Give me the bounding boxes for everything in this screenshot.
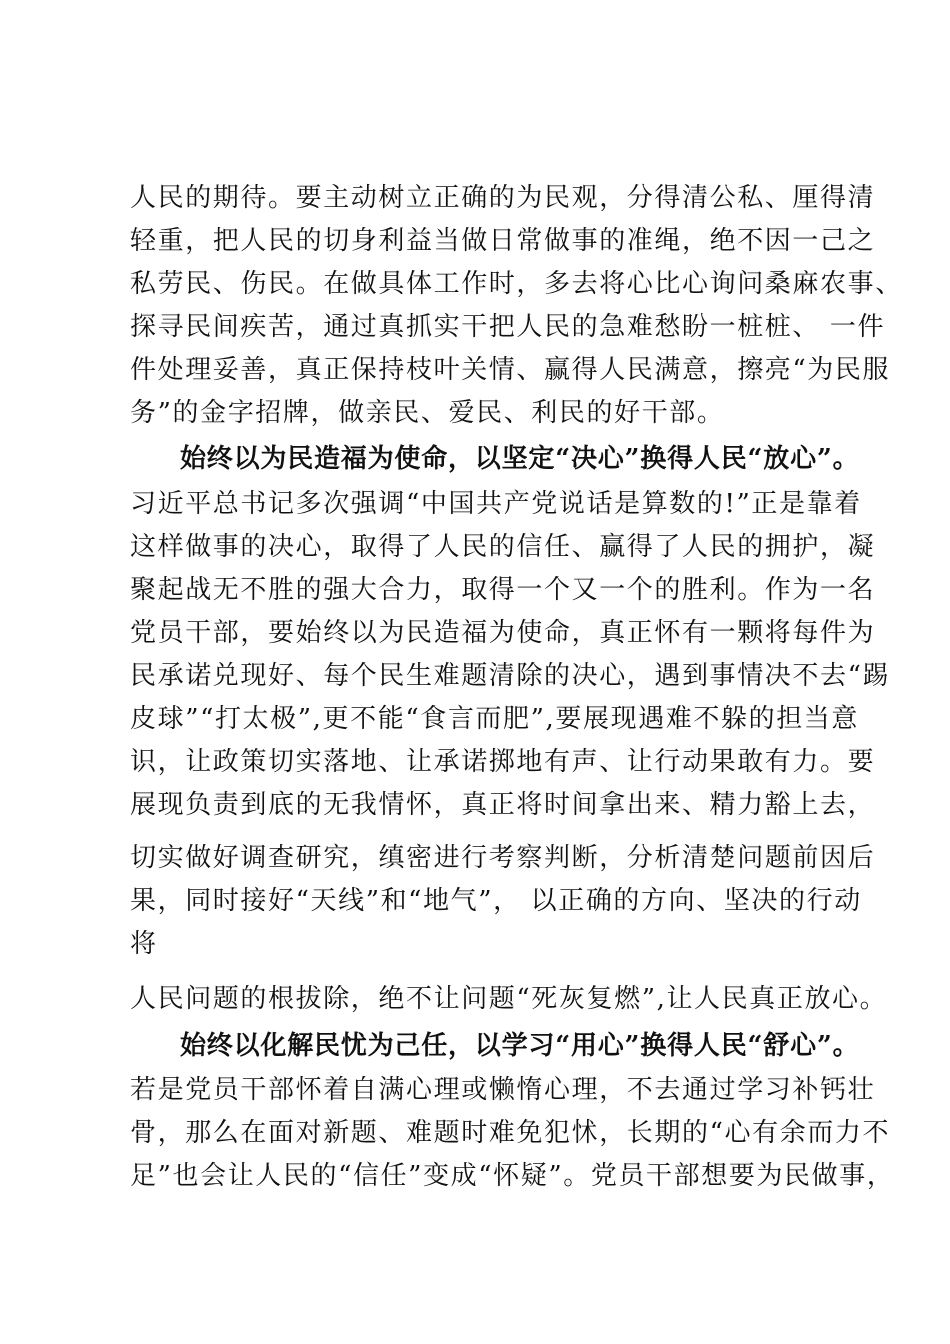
body-line: 足”也会让人民的“信任”变成“怀疑”。党员干部想要为民做事， [130,1161,895,1191]
body-line: 习近平总书记多次强调“中国共产党说话是算数的!”正是靠着 [130,489,862,519]
body-line: 聚起战无不胜的强大合力，取得一个又一个的胜利。作为一名 [130,575,876,605]
body-line: 皮球”“打太极”,更不能“食言而肥”,要展现遇难不躲的担当意 [130,704,859,734]
body-line: 果，同时接好“天线”和“地气”， 以正确的方向、坚决的行动 [130,886,862,916]
body-line: 探寻民间疾苦，通过真抓实干把人民的急难愁盼一桩桩、 一件 [130,312,886,342]
body-line: 人民的期待。要主动树立正确的为民观，分得清公私、厘得清 [130,183,876,213]
section-heading: 始终以为民造福为使命，以坚定“决心”换得人民“放心”。 [180,444,860,474]
body-line: 件处理妥善，真正保持枝叶关情、赢得人民满意，擦亮“为民服 [130,355,891,385]
body-line: 若是党员干部怀着自满心理或懒惰心理，不去通过学习补钙壮 [130,1075,876,1105]
body-line: 展现负责到底的无我情怀，真正将时间拿出来、精力豁上去， [130,790,876,820]
body-line: 党员干部，要始终以为民造福为使命，真正怀有一颗将每件为 [130,618,876,648]
body-line: 骨，那么在面对新题、难题时难免犯怵，长期的“心有余而力不 [130,1118,891,1148]
body-line: 私劳民、伤民。在做具体工作时，多去将心比心询问桑麻农事、 [130,269,903,299]
body-line: 人民问题的根拔除，绝不让问题“死灰复燃”,让人民真正放心。 [130,984,888,1014]
body-line: 轻重，把人民的切身利益当做日常做事的准绳，绝不因一己之 [130,226,876,256]
section-heading: 始终以化解民忧为己任，以学习“用心”换得人民“舒心”。 [180,1031,860,1061]
body-line: 这样做事的决心，取得了人民的信任、赢得了人民的拥护，凝 [130,532,876,562]
body-line: 切实做好调查研究，缜密进行考察判断，分析清楚问题前因后 [130,843,876,873]
body-line: 民承诺兑现好、每个民生难题清除的决心，遇到事情决不去“踢 [130,661,891,691]
body-line: 识，让政策切实落地、让承诺掷地有声、让行动果敢有力。要 [130,747,876,777]
body-line: 将 [130,929,158,959]
body-line: 务”的金字招牌，做亲民、爱民、利民的好干部。 [130,398,725,428]
